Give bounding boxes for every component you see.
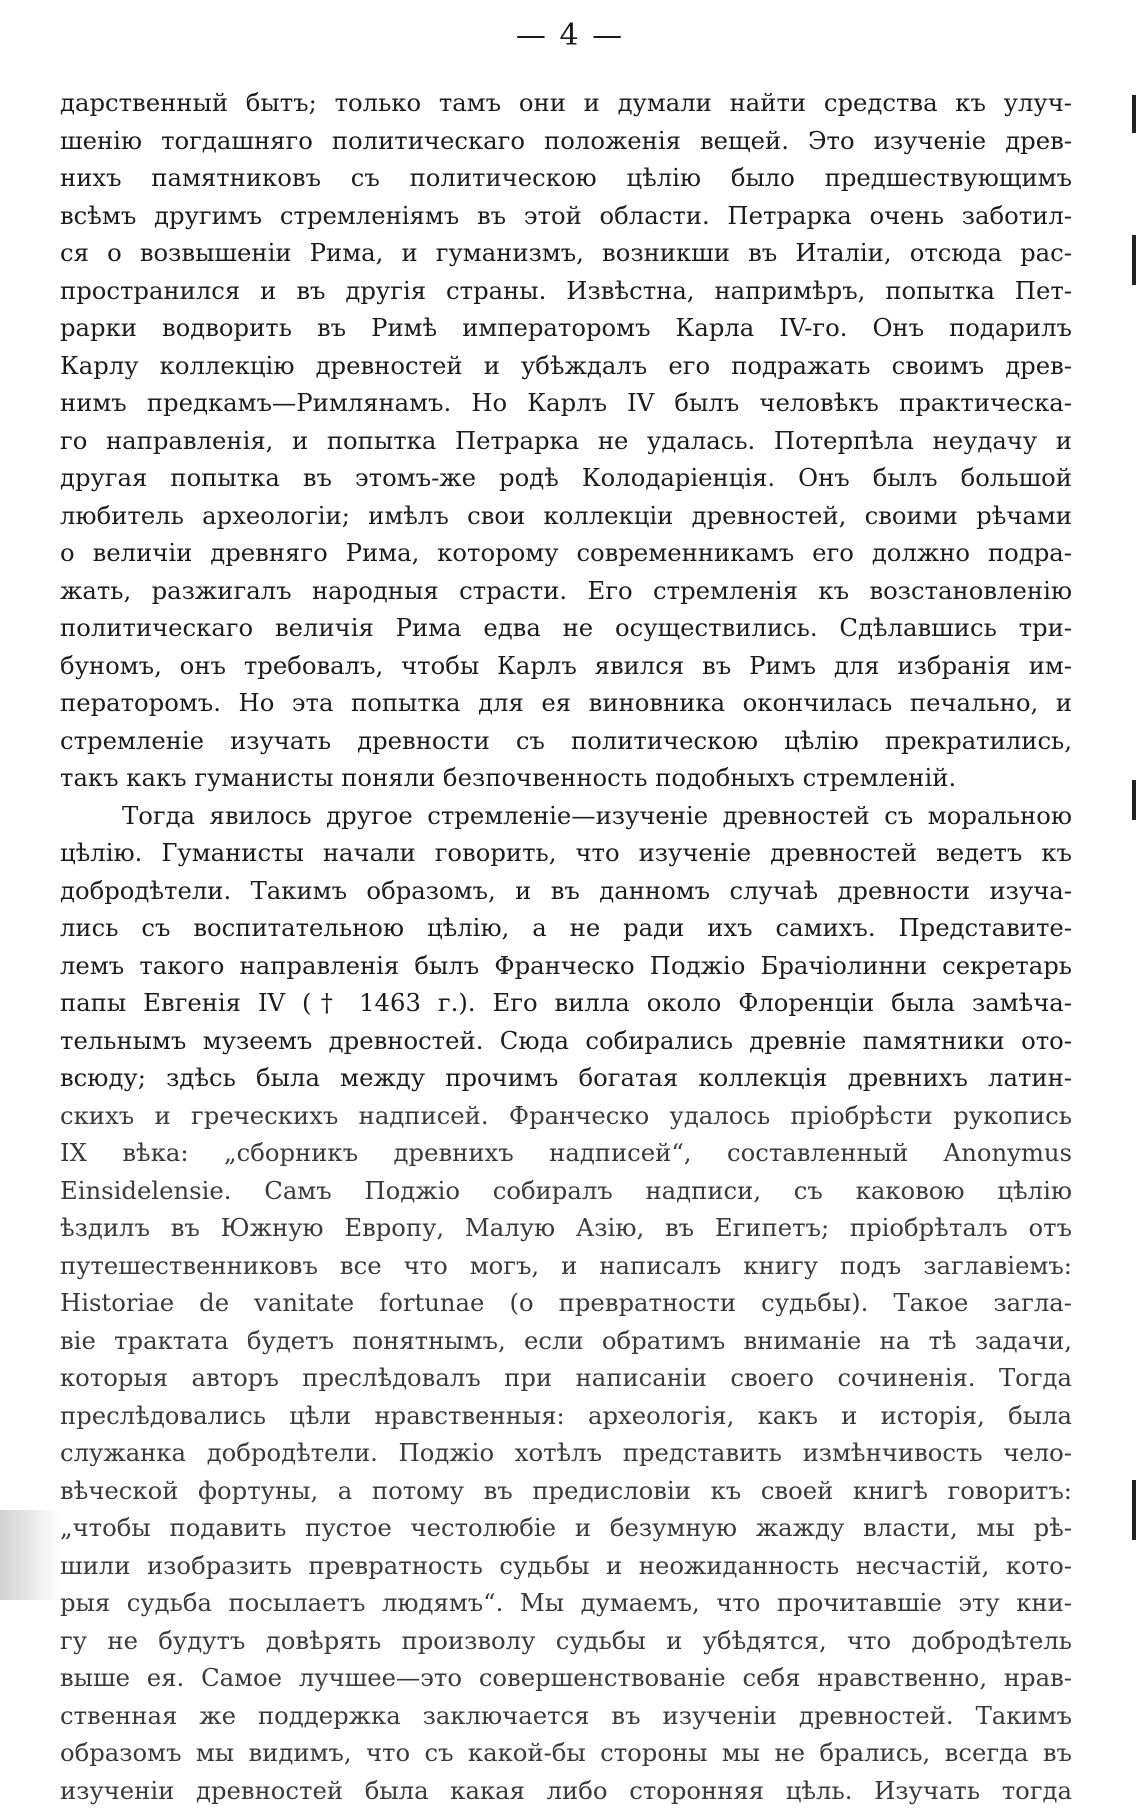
text-line: стремленіе изучать древности съ политическою цѣлію прекратились, [60, 722, 1072, 760]
text-line: го направленія, и попытка Петрарка не удалась. Потерпѣла неудачу и [60, 422, 1072, 460]
text-line: другая попытка въ этомъ-же родѣ Колодаріенція. Онъ былъ большой [60, 459, 1072, 497]
text-line: віе трактата будетъ понятнымъ, если обратимъ вниманіе на тѣ задачи, [60, 1322, 1072, 1360]
text-line: путешественниковъ все что могъ, и написалъ книгу подъ заглавіемъ: [60, 1247, 1072, 1285]
text-line: образомъ мы видимъ, что съ какой-бы стороны мы не брались, всегда въ [60, 1734, 1072, 1772]
text-line: цѣлію. Гуманисты начали говорить, что изученіе древностей ведетъ къ [60, 834, 1072, 872]
text-line: всюду; здѣсь была между прочимъ богатая коллекція древнихъ латин- [60, 1059, 1072, 1097]
text-line: шили изобразить превратность судьбы и неожиданность несчастій, кото- [60, 1547, 1072, 1585]
text-line: Карлу коллекцію древностей и убѣждалъ его подражать своимъ древ- [60, 347, 1072, 385]
text-line: любитель археологіи; имѣлъ свои коллекціи древностей, своими рѣчами [60, 497, 1072, 535]
text-line: рарки водворить въ Римѣ императоромъ Карла IV-го. Онъ подарилъ [60, 309, 1072, 347]
text-line: добродѣтели. Такимъ образомъ, и въ данномъ случаѣ древности изуча- [60, 872, 1072, 910]
text-line: преслѣдовались цѣли нравственныя: археологія, какъ и исторія, была [60, 1397, 1072, 1435]
scan-edge-mark [1132, 1480, 1136, 1540]
scan-shadow [0, 1510, 60, 1600]
text-line: папы Евгенія IV († 1463 г.). Его вилла около Флоренціи была замѣча- [60, 984, 1072, 1022]
text-line: шенію тогдашняго политическаго положенія вещей. Это изученіе древ- [60, 122, 1072, 160]
text-line: вѣческой фортуны, а потому въ предисловіи къ своей книгѣ говоритъ: [60, 1472, 1072, 1510]
text-line: Тогда явилось другое стремленіе—изученіе древностей съ моральною [60, 797, 1072, 835]
text-line: ся о возвышеніи Рима, и гуманизмъ, возникши въ Италіи, отсюда рас- [60, 234, 1072, 272]
scan-edge-mark [1132, 235, 1136, 285]
text-line: жать, разжигалъ народныя страсти. Его стремленія къ возстановленію [60, 572, 1072, 610]
text-line: всѣмъ другимъ стремленіямъ въ этой области. Петрарка очень заботил- [60, 197, 1072, 235]
text-line: лемъ такого направленія былъ Франческо Поджіо Брачіолинни секретарь [60, 947, 1072, 985]
text-line: такъ какъ гуманисты поняли безпочвенность подобныхъ стремленій. [60, 759, 1072, 797]
text-line: скихъ и греческихъ надписей. Франческо удалось пріобрѣсти рукопись [60, 1097, 1072, 1135]
text-line: IX вѣка: „сборникъ древнихъ надписей“, составленный Anonymus [60, 1134, 1072, 1172]
text-body [60, 84, 1072, 1809]
text-line: дарственный бытъ; только тамъ они и думали найти средства къ улуч- [60, 84, 1072, 122]
scan-edge-mark [1132, 95, 1136, 133]
text-line: Einsidelensie. Самъ Поджіо собиралъ надписи, съ каковою цѣлію [60, 1172, 1072, 1210]
text-line: политическаго величія Рима едва не осуществились. Сдѣлавшись три- [60, 609, 1072, 647]
text-line: изученіи древностей была какая либо сторонняя цѣль. Изучать тогда [60, 1772, 1072, 1809]
text-line: „чтобы подавить пустое честолюбіе и безумную жажду власти, мы рѣ- [60, 1509, 1072, 1547]
text-line: ѣздилъ въ Южную Европу, Малую Азію, въ Египетъ; пріобрѣталъ отъ [60, 1209, 1072, 1247]
text-line: гу не будутъ довѣрять произволу судьбы и убѣдятся, что добродѣтель [60, 1622, 1072, 1660]
text-line: нихъ памятниковъ съ политическою цѣлію было предшествующимъ [60, 159, 1072, 197]
text-line: о величіи древняго Рима, которому современникамъ его должно подра- [60, 534, 1072, 572]
text-line: рыя судьба посылаетъ людямъ“. Мы думаемъ, что прочитавшіе эту кни- [60, 1584, 1072, 1622]
text-line: нимъ предкамъ—Римлянамъ. Но Карлъ IV былъ человѣкъ практическа- [60, 384, 1072, 422]
text-line: выше ея. Самое лучшее—это совершенствованіе себя нравственно, нрав- [60, 1659, 1072, 1697]
text-line: лись съ воспитательною цѣлію, а не ради ихъ самихъ. Представите- [60, 909, 1072, 947]
text-line: служанка добродѣтели. Поджіо хотѣлъ представить измѣнчивость чело- [60, 1434, 1072, 1472]
text-line: которыя авторъ преслѣдовалъ при написаніи своего сочиненія. Тогда [60, 1359, 1072, 1397]
text-line: пространился и въ другія страны. Извѣстна, напримѣръ, попытка Пет- [60, 272, 1072, 310]
scan-edge-mark [1132, 780, 1136, 820]
page-number: — 4 — [0, 18, 1140, 53]
text-line: буномъ, онъ требовалъ, чтобы Карлъ явился въ Римъ для избранія им- [60, 647, 1072, 685]
text-line: ператоромъ. Но эта попытка для ея виновника окончилась печально, и [60, 684, 1072, 722]
text-line: тельнымъ музеемъ древностей. Сюда собирались древніе памятники ото- [60, 1022, 1072, 1060]
text-line: Historiae de vanitate fortunae (о превратности судьбы). Такое загла- [60, 1284, 1072, 1322]
text-line: ственная же поддержка заключается въ изученіи древностей. Такимъ [60, 1697, 1072, 1735]
